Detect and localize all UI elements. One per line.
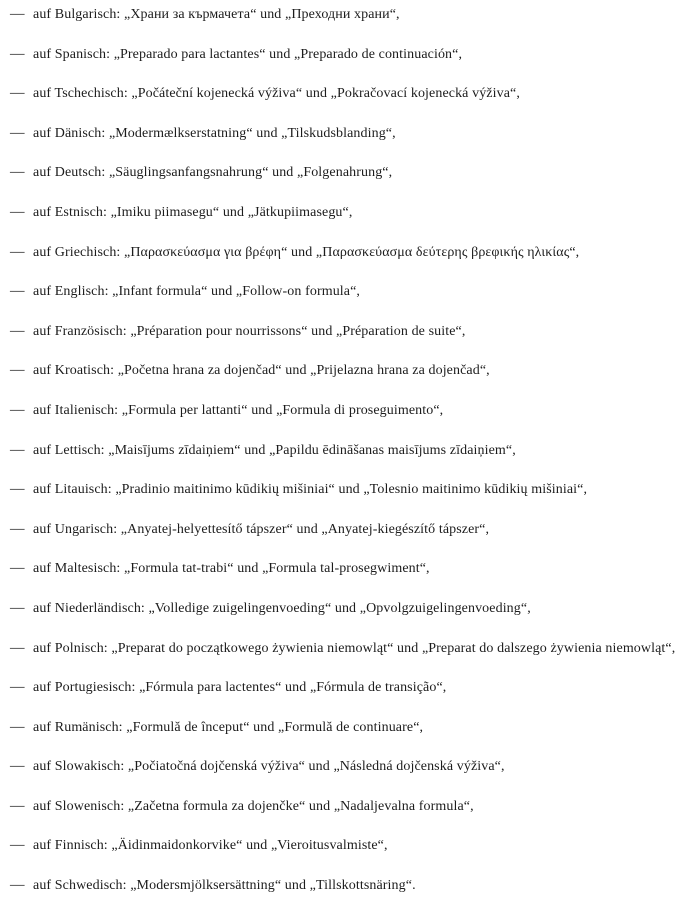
list-item-text: auf Litauisch: „Pradinio maitinimo kūdikių mišiniai“ und „Tolesnio maitinimo kūdikių mišiniai“, [33, 482, 588, 498]
list-item [0, 481, 700, 521]
dash-marker: — [10, 718, 25, 735]
dash-marker: — [10, 124, 25, 141]
list-item-text: auf Tschechisch: „Počáteční kojenecká výživa“ und „Pokračovací kojenecká výživa“, [33, 86, 520, 102]
list-item [0, 204, 700, 244]
list-item [0, 283, 700, 323]
list-item-text: auf Schwedisch: „Modersmjölksersättning“ und „Tillskottsnäring“. [33, 878, 416, 894]
list-item [0, 758, 700, 798]
list-item [0, 85, 700, 125]
dash-marker: — [10, 441, 25, 458]
list-item-text: auf Französisch: „Préparation pour nourrissons“ und „Préparation de suite“, [33, 323, 466, 339]
list-item-text: auf Deutsch: „Säuglingsanfangsnahrung“ und „Folgenahrung“, [33, 165, 393, 181]
list-item-text: auf Slowenisch: „Začetna formula za dojenčke“ und „Nadaljevalna formula“, [33, 798, 474, 814]
list-item-text: auf Estnisch: „Imiku piimasegu“ und „Jätkupiimasegu“, [33, 204, 353, 220]
list-item [0, 877, 700, 917]
list-item-text: auf Dänisch: „Modermælkserstatning“ und „Tilskudsblanding“, [33, 125, 396, 141]
dash-marker: — [10, 243, 25, 260]
dash-marker: — [10, 322, 25, 339]
dash-marker: — [10, 639, 25, 656]
list-item-text: auf Maltesisch: „Formula tat-trabi“ und „Formula tal-prosegwiment“, [33, 561, 430, 577]
list-item-text: auf Rumänisch: „Formulă de început“ und „Formulă de continuare“, [33, 719, 424, 735]
dash-marker: — [10, 85, 25, 102]
dash-marker: — [10, 401, 25, 418]
list-item [0, 640, 700, 680]
dash-marker: — [10, 599, 25, 616]
list-item [0, 244, 700, 284]
list-item [0, 837, 700, 877]
list-item-text: auf Englisch: „Infant formula“ und „Follow-on formula“, [33, 284, 361, 300]
dash-marker: — [10, 560, 25, 577]
list-item-text: auf Ungarisch: „Anyatej-helyettesítő tápszer“ und „Anyatej-kiegészítő tápszer“, [33, 521, 490, 537]
dash-marker: — [10, 877, 25, 894]
list-item [0, 125, 700, 165]
list-item-text: auf Portugiesisch: „Fórmula para lactentes“ und „Fórmula de transição“, [33, 680, 447, 696]
list-item [0, 6, 700, 46]
list-item [0, 164, 700, 204]
dash-marker: — [10, 283, 25, 300]
dash-marker: — [10, 45, 25, 62]
dash-marker: — [10, 6, 25, 22]
dash-marker: — [10, 164, 25, 181]
list-item [0, 402, 700, 442]
list-item-text: auf Bulgarisch: „Храни за кърмачета“ und „Преходни храни“, [33, 7, 400, 22]
list-item [0, 679, 700, 719]
list-item-text: auf Finnisch: „Äidinmaidonkorvike“ und „Vieroitusvalmiste“, [33, 838, 388, 854]
list-item-text: auf Spanisch: „Preparado para lactantes“ und „Preparado de continuación“, [33, 46, 463, 62]
list-item [0, 600, 700, 640]
list-item [0, 560, 700, 600]
dash-marker: — [10, 679, 25, 696]
dash-marker: — [10, 362, 25, 379]
dash-marker: — [10, 203, 25, 220]
list-item-text: auf Niederländisch: „Volledige zuigelingenvoeding“ und „Opvolgzuigelingenvoeding“, [33, 600, 531, 616]
dash-marker: — [10, 837, 25, 854]
dash-marker: — [10, 481, 25, 498]
list-item [0, 46, 700, 86]
list-item [0, 362, 700, 402]
list-item [0, 521, 700, 561]
list-item [0, 442, 700, 482]
list-item-text: auf Griechisch: „Παρασκεύασμα για βρέφη“ und „Παρασκεύασμα δεύτερης βρεφικής ηλικίας“, [33, 244, 580, 260]
dash-marker: — [10, 797, 25, 814]
list-item-text: auf Italienisch: „Formula per lattanti“ und „Formula di proseguimento“, [33, 402, 444, 418]
dash-marker: — [10, 520, 25, 537]
list-item [0, 798, 700, 838]
list-item [0, 719, 700, 759]
list-item-text: auf Polnisch: „Preparat do początkowego żywienia niemowląt“ und „Preparat do dalszego żywienia niemowląt“, [33, 640, 676, 656]
dash-marker: — [10, 758, 25, 775]
list-item-text: auf Kroatisch: „Početna hrana za dojenčad“ und „Prijelazna hrana za dojenčad“, [33, 363, 490, 379]
list-item-text: auf Slowakisch: „Počiatočná dojčenská výživa“ und „Následná dojčenská výživa“, [33, 759, 505, 775]
list-item [0, 323, 700, 363]
list-item-text: auf Lettisch: „Maisījums zīdaiņiem“ und „Papildu ēdināšanas maisījums zīdaiņiem“, [33, 442, 516, 458]
